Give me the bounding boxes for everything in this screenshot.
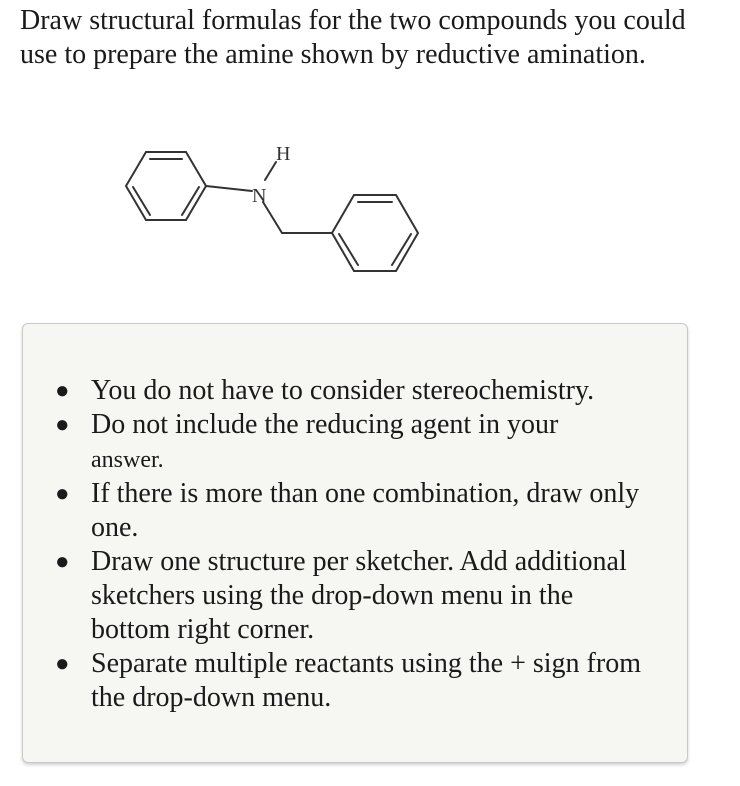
left-benzene-ring xyxy=(126,152,206,220)
instruction-text: If there is more than one combination, draw only one. xyxy=(91,478,640,543)
list-item xyxy=(55,374,651,408)
list-item xyxy=(55,477,651,545)
instruction-text: Separate multiple reactants using the + sign from the drop-down menu. xyxy=(91,648,641,713)
atom-h-label: H xyxy=(276,143,291,165)
bullet-icon: ● xyxy=(55,378,70,404)
bullet-icon: ● xyxy=(55,651,70,677)
bullet-icon: ● xyxy=(55,481,70,507)
ring-n-bond xyxy=(206,186,252,191)
instruction-text: Do not include the reducing agent in your xyxy=(91,409,559,440)
instruction-text: Draw one structure per sketcher. Add additional sketchers using the drop-down menu in the bottom right corner. xyxy=(91,546,627,645)
bullet-icon: ● xyxy=(55,412,70,438)
right-benzene-ring xyxy=(332,195,418,271)
atom-n-label: N xyxy=(252,185,267,207)
n-h-bond xyxy=(265,162,276,180)
list-item xyxy=(55,545,651,647)
instruction-text-tail: answer. xyxy=(91,447,164,473)
instruction-text: You do not have to consider stereochemistry. xyxy=(91,375,595,406)
instructions-panel xyxy=(22,323,688,763)
bullet-icon: ● xyxy=(55,549,70,575)
list-item xyxy=(55,647,651,715)
question-text: Draw structural formulas for the two compounds you could use to prepare the amine shown by reductive amination. xyxy=(20,5,686,70)
list-item xyxy=(55,408,651,477)
instructions-list xyxy=(55,374,651,715)
amine-structure xyxy=(100,130,440,290)
